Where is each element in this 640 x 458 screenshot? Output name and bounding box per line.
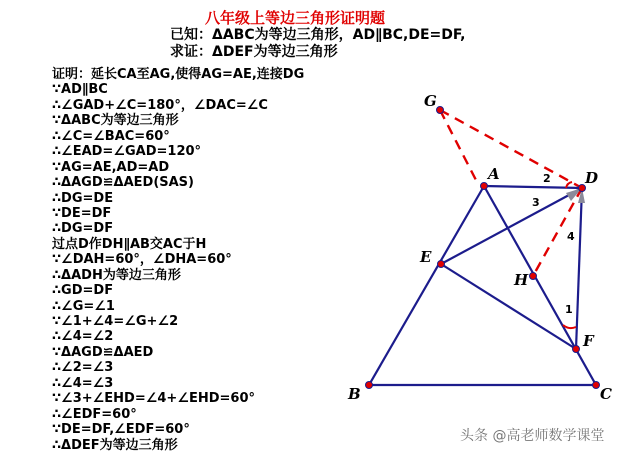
construction-lines: [440, 110, 582, 276]
given-statement: 已知：ΔABC为等边三角形，AD∥BC,DE=DF,: [170, 27, 466, 43]
proof-line: ∴∠EAD=∠GAD=120°: [52, 144, 202, 160]
proof-line: ∴DG=DE: [52, 190, 114, 206]
label-angle-1: 1: [565, 303, 573, 316]
segment-gd: [440, 110, 582, 188]
proof-line: ∴∠EDF=60°: [52, 406, 137, 422]
proof-line: ∵∠3+∠EHD=∠4+∠EHD=60°: [52, 391, 256, 407]
label-h: H: [514, 271, 529, 289]
label-f: F: [583, 332, 594, 350]
proof-line: ∴DG=DF: [52, 221, 114, 237]
proof-line: ∴ΔADH为等边三角形: [52, 267, 181, 283]
proof-line: ∵∠1+∠4=∠G+∠2: [52, 314, 179, 329]
segment-df: [576, 188, 582, 349]
proof-line: ∵DE=DF: [52, 205, 112, 221]
label-angle-2: 2: [543, 172, 551, 185]
label-d: D: [585, 169, 599, 187]
point-f: [573, 346, 580, 353]
proof-line: ∵DE=DF,∠EDF=60°: [52, 422, 190, 438]
proof-line: ∴ΔDEF为等边三角形: [52, 437, 178, 453]
prove-statement: 求证：ΔDEF为等边三角形: [170, 44, 338, 60]
proof-line: ∵ΔABC为等边三角形: [52, 113, 179, 129]
label-b: B: [348, 385, 361, 403]
segment-ab: [369, 186, 484, 385]
proof-line: ∴GD=DF: [52, 283, 114, 299]
proof-line: ∵AD∥BC: [52, 82, 108, 98]
segment-ef: [441, 264, 576, 349]
point-e: [438, 261, 445, 268]
proof-line: ∴ΔAGD≌ΔAED(SAS): [52, 175, 194, 191]
point-h: [530, 273, 537, 280]
proof-line: ∴∠GAD+∠C=180°，∠DAC=∠C: [52, 97, 268, 113]
label-e: E: [420, 248, 432, 266]
figure-segments: [369, 186, 596, 385]
point-g: [437, 107, 444, 114]
page-title: 八年级上等边三角形证明题: [205, 9, 386, 27]
proof-line: ∵AG=AE,AD=AD: [52, 159, 170, 175]
label-g: G: [424, 92, 437, 110]
point-c: [593, 382, 600, 389]
point-b: [366, 382, 373, 389]
proof-line: ∴∠G=∠1: [52, 298, 115, 314]
label-c: C: [600, 385, 612, 403]
proof-line: ∵∠DAH=60°，∠DHA=60°: [52, 252, 232, 268]
label-angle-4: 4: [567, 230, 575, 243]
proof-line: 证明：延长CA至AG,使得AG=AE,连接DG: [52, 67, 305, 82]
proof-line: ∵ΔAGD≌ΔAED: [52, 344, 154, 360]
proof-line: 过点D作DH∥AB交AC于H: [52, 236, 207, 252]
watermark-text: 头条 @高老师数学课堂: [460, 428, 605, 444]
proof-line: ∴∠2=∠3: [52, 360, 114, 376]
geometry-figure: [330, 80, 630, 410]
label-a: A: [488, 165, 500, 183]
proof-line: ∴∠C=∠BAC=60°: [52, 128, 170, 144]
proof-line: ∴∠4=∠3: [52, 375, 114, 391]
point-a: [481, 183, 488, 190]
proof-line: ∴∠4=∠2: [52, 329, 114, 345]
label-angle-3: 3: [532, 196, 540, 209]
figure-points: [366, 107, 600, 389]
